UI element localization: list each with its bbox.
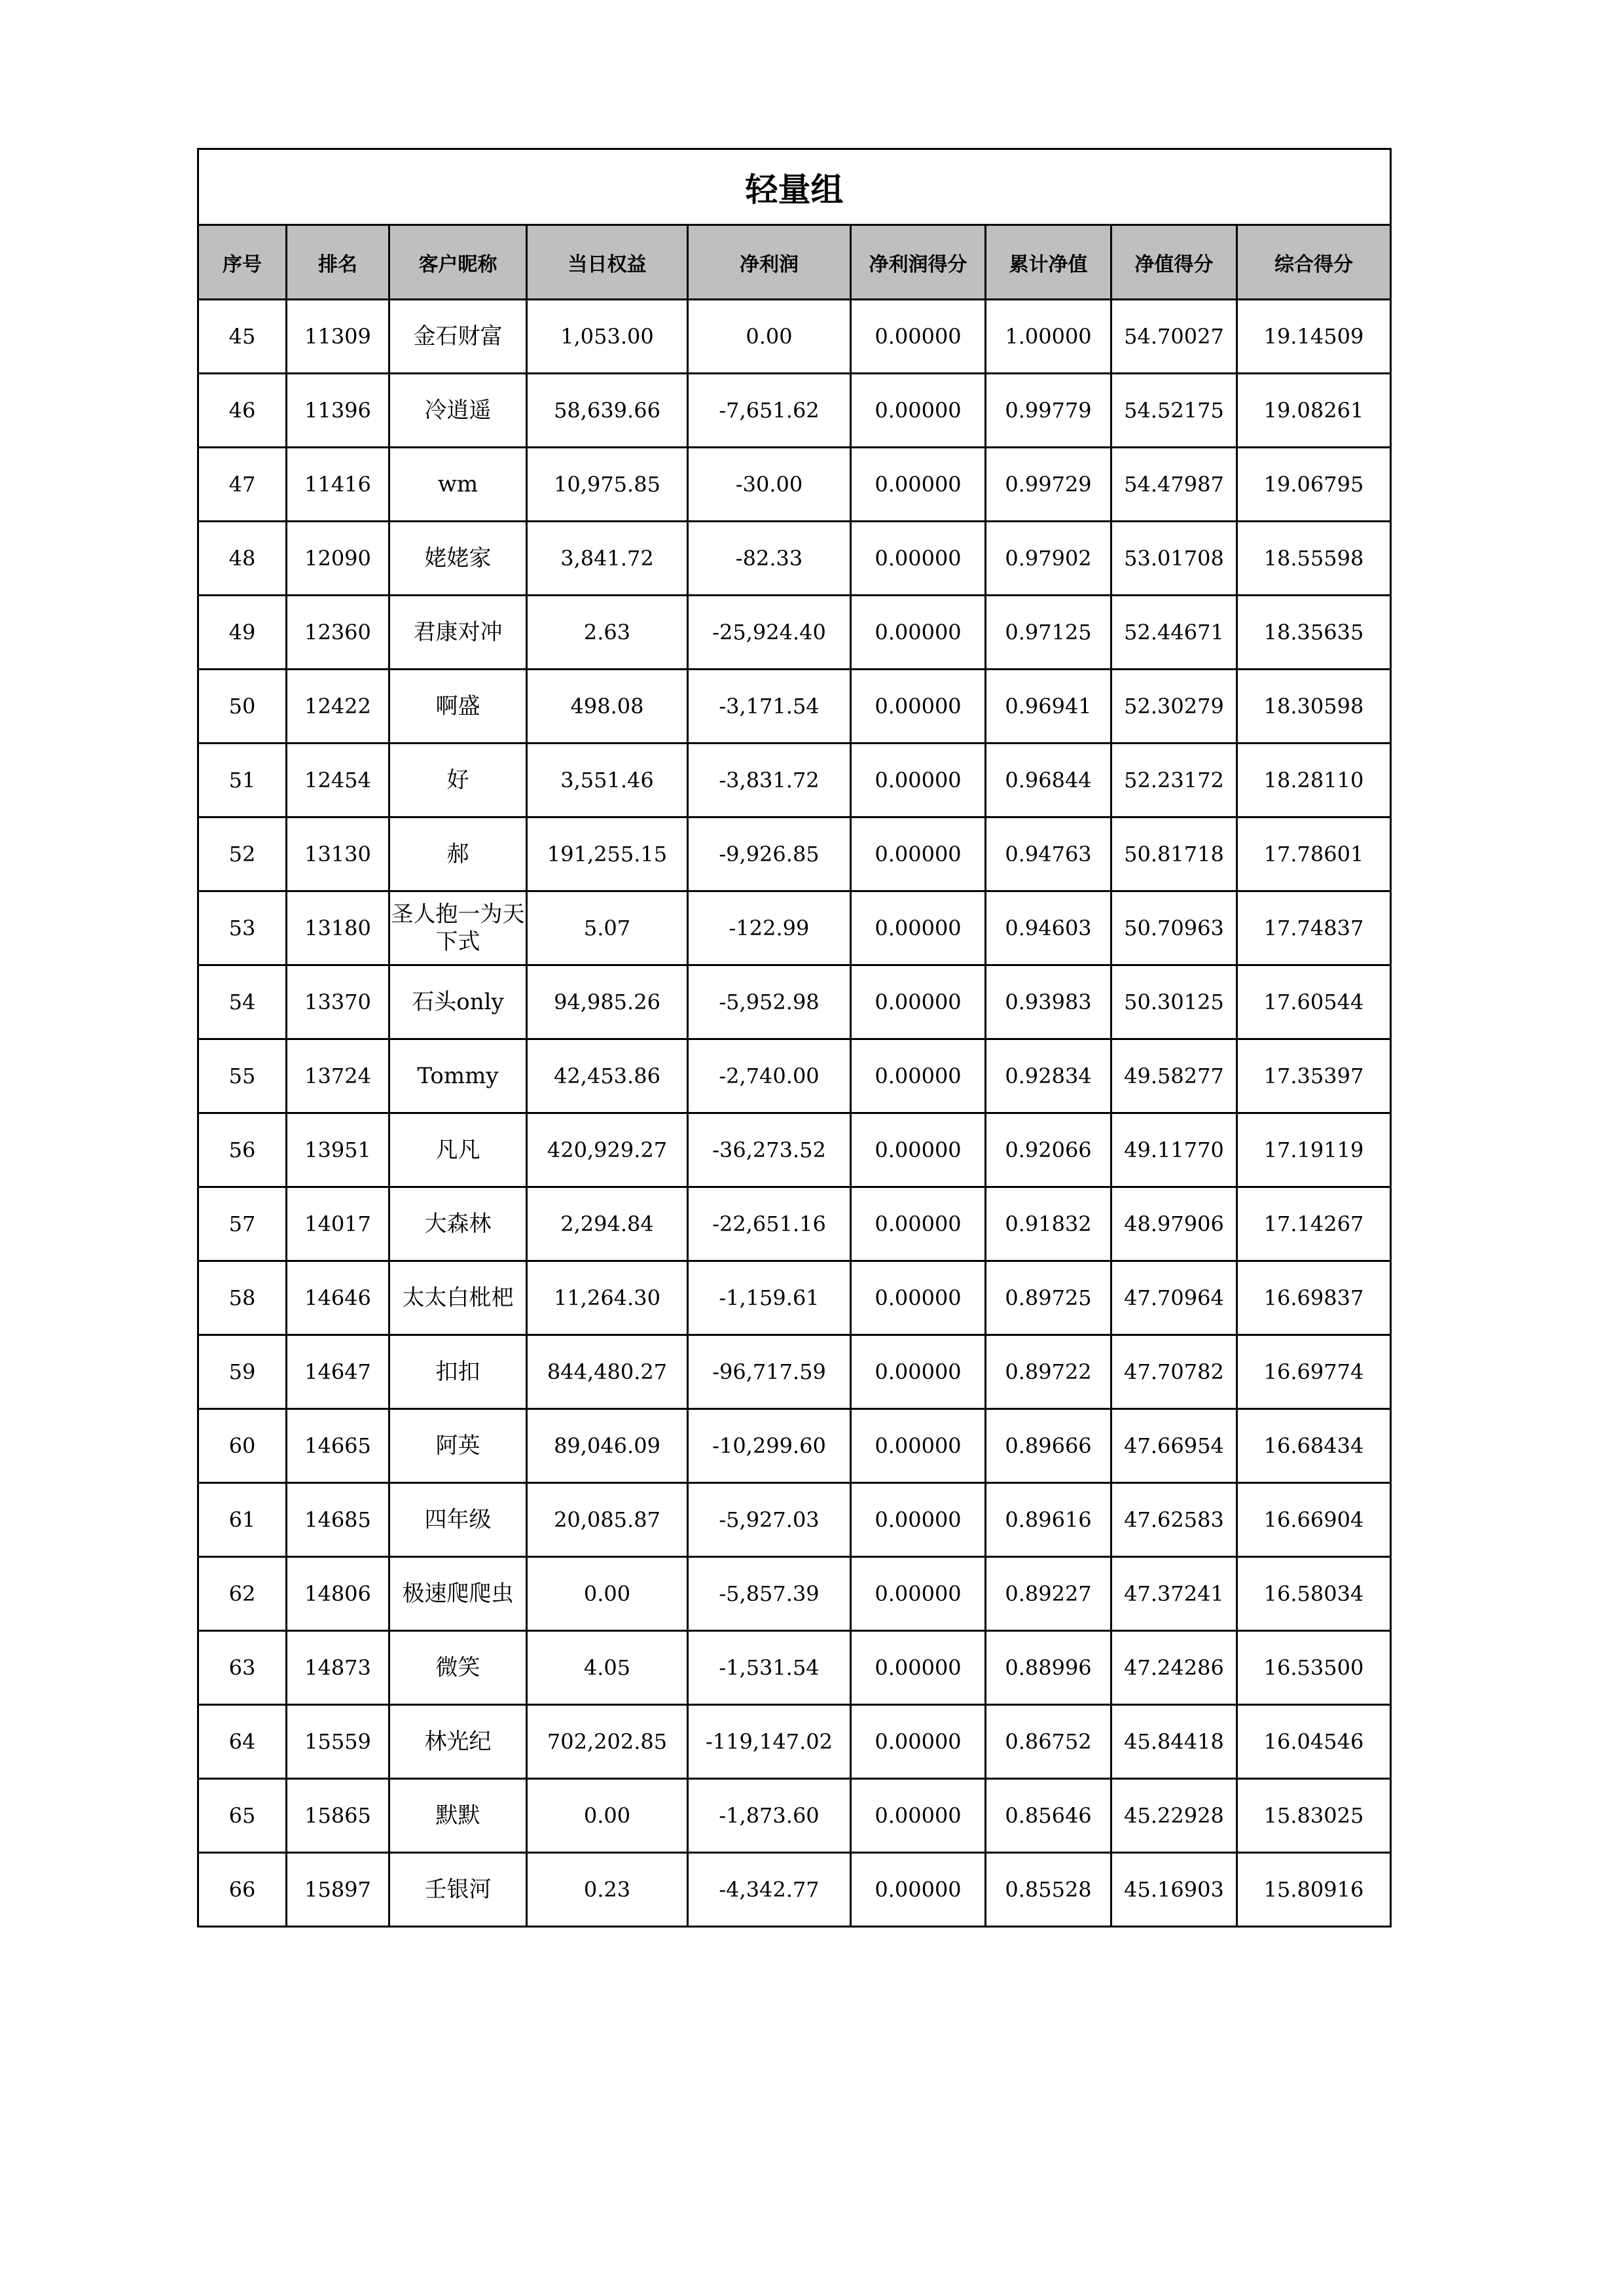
cell-net-profit: -1,873.60: [688, 1779, 851, 1853]
cell-nickname: 默默: [389, 1779, 527, 1853]
cell-cumulative-nav: 0.89725: [986, 1261, 1111, 1335]
cell-index: 65: [198, 1779, 287, 1853]
cell-rank: 13951: [287, 1113, 389, 1187]
cell-net-profit: -30.00: [688, 448, 851, 522]
ranking-table: [197, 148, 1392, 1928]
cell-net-profit: -122.99: [688, 891, 851, 965]
table-row: [198, 744, 1391, 817]
cell-net-profit: -82.33: [688, 522, 851, 596]
cell-nav-score: 50.30125: [1111, 965, 1237, 1039]
cell-rank: 14017: [287, 1187, 389, 1261]
cell-rank: 15559: [287, 1705, 389, 1779]
cell-nav-score: 54.47987: [1111, 448, 1237, 522]
cell-net-profit: -96,717.59: [688, 1335, 851, 1409]
cell-net-profit: -1,159.61: [688, 1261, 851, 1335]
cell-daily-equity: 94,985.26: [527, 965, 688, 1039]
cell-net-profit-score: 0.00000: [851, 448, 986, 522]
cell-index: 50: [198, 670, 287, 744]
cell-net-profit-score: 0.00000: [851, 1335, 986, 1409]
column-header-index: 序号: [198, 225, 287, 300]
cell-daily-equity: 3,551.46: [527, 744, 688, 817]
cell-total-score: 17.78601: [1237, 817, 1391, 891]
table-row: [198, 965, 1391, 1039]
column-header-net-profit-score: 净利润得分: [851, 225, 986, 300]
cell-cumulative-nav: 0.89722: [986, 1335, 1111, 1409]
cell-nav-score: 45.16903: [1111, 1853, 1237, 1927]
column-header-nav-score: 净值得分: [1111, 225, 1237, 300]
cell-index: 66: [198, 1853, 287, 1927]
cell-net-profit: -36,273.52: [688, 1113, 851, 1187]
cell-net-profit: -1,531.54: [688, 1631, 851, 1705]
table-row: [198, 1557, 1391, 1631]
cell-total-score: 16.66904: [1237, 1483, 1391, 1557]
cell-net-profit-score: 0.00000: [851, 965, 986, 1039]
cell-total-score: 17.14267: [1237, 1187, 1391, 1261]
cell-net-profit-score: 0.00000: [851, 1853, 986, 1927]
table-row: [198, 374, 1391, 448]
cell-daily-equity: 191,255.15: [527, 817, 688, 891]
column-header-net-profit: 净利润: [688, 225, 851, 300]
cell-total-score: 15.83025: [1237, 1779, 1391, 1853]
cell-net-profit-score: 0.00000: [851, 1187, 986, 1261]
cell-daily-equity: 2.63: [527, 596, 688, 670]
cell-cumulative-nav: 0.92834: [986, 1039, 1111, 1113]
cell-total-score: 18.55598: [1237, 522, 1391, 596]
table-title: 轻量组: [198, 149, 1391, 225]
cell-nickname: 太太白枇杷: [389, 1261, 527, 1335]
cell-index: 56: [198, 1113, 287, 1187]
column-header-total-score: 综合得分: [1237, 225, 1391, 300]
cell-index: 54: [198, 965, 287, 1039]
cell-daily-equity: 10,975.85: [527, 448, 688, 522]
cell-total-score: 19.08261: [1237, 374, 1391, 448]
cell-nickname: 壬银河: [389, 1853, 527, 1927]
cell-rank: 14806: [287, 1557, 389, 1631]
cell-rank: 14665: [287, 1409, 389, 1483]
cell-daily-equity: 3,841.72: [527, 522, 688, 596]
table-row: [198, 1039, 1391, 1113]
cell-nav-score: 50.70963: [1111, 891, 1237, 965]
cell-nav-score: 52.44671: [1111, 596, 1237, 670]
table-row: [198, 1187, 1391, 1261]
cell-cumulative-nav: 0.99729: [986, 448, 1111, 522]
table-row: [198, 1631, 1391, 1705]
cell-index: 55: [198, 1039, 287, 1113]
cell-net-profit-score: 0.00000: [851, 1779, 986, 1853]
cell-daily-equity: 4.05: [527, 1631, 688, 1705]
cell-rank: 14646: [287, 1261, 389, 1335]
cell-nav-score: 52.30279: [1111, 670, 1237, 744]
table-row: [198, 300, 1391, 374]
cell-total-score: 19.06795: [1237, 448, 1391, 522]
cell-nickname: 石头only: [389, 965, 527, 1039]
cell-nickname: 林光纪: [389, 1705, 527, 1779]
table-row: [198, 1853, 1391, 1927]
cell-nickname: 大森林: [389, 1187, 527, 1261]
cell-net-profit: -25,924.40: [688, 596, 851, 670]
cell-daily-equity: 58,639.66: [527, 374, 688, 448]
cell-nickname: 啊盛: [389, 670, 527, 744]
cell-nav-score: 49.11770: [1111, 1113, 1237, 1187]
cell-daily-equity: 844,480.27: [527, 1335, 688, 1409]
cell-total-score: 17.35397: [1237, 1039, 1391, 1113]
cell-index: 63: [198, 1631, 287, 1705]
cell-nav-score: 45.84418: [1111, 1705, 1237, 1779]
cell-index: 46: [198, 374, 287, 448]
cell-rank: 13724: [287, 1039, 389, 1113]
cell-nav-score: 48.97906: [1111, 1187, 1237, 1261]
cell-cumulative-nav: 0.89227: [986, 1557, 1111, 1631]
cell-total-score: 19.14509: [1237, 300, 1391, 374]
cell-cumulative-nav: 0.86752: [986, 1705, 1111, 1779]
table-row: [198, 1113, 1391, 1187]
cell-nav-score: 45.22928: [1111, 1779, 1237, 1853]
cell-net-profit-score: 0.00000: [851, 670, 986, 744]
cell-total-score: 15.80916: [1237, 1853, 1391, 1927]
cell-daily-equity: 0.00: [527, 1779, 688, 1853]
cell-net-profit-score: 0.00000: [851, 1261, 986, 1335]
table-row: [198, 1705, 1391, 1779]
cell-daily-equity: 89,046.09: [527, 1409, 688, 1483]
cell-net-profit-score: 0.00000: [851, 1409, 986, 1483]
cell-nav-score: 47.66954: [1111, 1409, 1237, 1483]
cell-net-profit: -22,651.16: [688, 1187, 851, 1261]
cell-total-score: 18.35635: [1237, 596, 1391, 670]
cell-daily-equity: 2,294.84: [527, 1187, 688, 1261]
cell-nickname: 郝: [389, 817, 527, 891]
table-row: [198, 596, 1391, 670]
table-row: [198, 1483, 1391, 1557]
cell-nickname: 君康对冲: [389, 596, 527, 670]
cell-index: 51: [198, 744, 287, 817]
cell-rank: 14647: [287, 1335, 389, 1409]
cell-cumulative-nav: 0.91832: [986, 1187, 1111, 1261]
cell-daily-equity: 11,264.30: [527, 1261, 688, 1335]
cell-net-profit-score: 0.00000: [851, 817, 986, 891]
cell-nickname: 姥姥家: [389, 522, 527, 596]
cell-daily-equity: 20,085.87: [527, 1483, 688, 1557]
cell-nav-score: 47.70964: [1111, 1261, 1237, 1335]
cell-cumulative-nav: 0.94603: [986, 891, 1111, 965]
table-body: [198, 300, 1391, 1927]
cell-nickname: 圣人抱一为天下式: [389, 891, 527, 965]
cell-rank: 11309: [287, 300, 389, 374]
table-row: [198, 891, 1391, 965]
cell-cumulative-nav: 0.92066: [986, 1113, 1111, 1187]
cell-cumulative-nav: 0.99779: [986, 374, 1111, 448]
cell-total-score: 18.28110: [1237, 744, 1391, 817]
cell-cumulative-nav: 0.93983: [986, 965, 1111, 1039]
cell-index: 47: [198, 448, 287, 522]
cell-nav-score: 47.70782: [1111, 1335, 1237, 1409]
cell-net-profit-score: 0.00000: [851, 1705, 986, 1779]
cell-net-profit-score: 0.00000: [851, 596, 986, 670]
cell-nickname: 四年级: [389, 1483, 527, 1557]
cell-nickname: 阿英: [389, 1409, 527, 1483]
cell-total-score: 16.53500: [1237, 1631, 1391, 1705]
cell-cumulative-nav: 0.96941: [986, 670, 1111, 744]
column-header-daily-equity: 当日权益: [527, 225, 688, 300]
cell-cumulative-nav: 0.96844: [986, 744, 1111, 817]
cell-nickname: 冷逍遥: [389, 374, 527, 448]
table-row: [198, 1261, 1391, 1335]
cell-nickname: 微笑: [389, 1631, 527, 1705]
title-row: [198, 149, 1391, 225]
cell-net-profit: -7,651.62: [688, 374, 851, 448]
cell-net-profit: -5,952.98: [688, 965, 851, 1039]
cell-rank: 12454: [287, 744, 389, 817]
cell-net-profit-score: 0.00000: [851, 1113, 986, 1187]
cell-net-profit: -10,299.60: [688, 1409, 851, 1483]
cell-rank: 13370: [287, 965, 389, 1039]
cell-total-score: 18.30598: [1237, 670, 1391, 744]
cell-index: 57: [198, 1187, 287, 1261]
cell-nickname: Tommy: [389, 1039, 527, 1113]
cell-daily-equity: 1,053.00: [527, 300, 688, 374]
cell-rank: 14873: [287, 1631, 389, 1705]
cell-daily-equity: 702,202.85: [527, 1705, 688, 1779]
cell-nav-score: 47.62583: [1111, 1483, 1237, 1557]
cell-total-score: 16.58034: [1237, 1557, 1391, 1631]
cell-index: 53: [198, 891, 287, 965]
cell-nav-score: 54.52175: [1111, 374, 1237, 448]
cell-nickname: 扣扣: [389, 1335, 527, 1409]
cell-nav-score: 47.37241: [1111, 1557, 1237, 1631]
cell-net-profit: 0.00: [688, 300, 851, 374]
table-row: [198, 817, 1391, 891]
table-row: [198, 1335, 1391, 1409]
cell-net-profit-score: 0.00000: [851, 522, 986, 596]
table-row: [198, 522, 1391, 596]
cell-net-profit: -119,147.02: [688, 1705, 851, 1779]
cell-net-profit-score: 0.00000: [851, 891, 986, 965]
cell-index: 52: [198, 817, 287, 891]
table-row: [198, 1409, 1391, 1483]
cell-net-profit-score: 0.00000: [851, 374, 986, 448]
cell-net-profit: -2,740.00: [688, 1039, 851, 1113]
cell-total-score: 17.74837: [1237, 891, 1391, 965]
cell-rank: 13130: [287, 817, 389, 891]
ranking-sheet: [197, 148, 1390, 1928]
cell-net-profit: -5,857.39: [688, 1557, 851, 1631]
cell-net-profit: -4,342.77: [688, 1853, 851, 1927]
cell-cumulative-nav: 0.89666: [986, 1409, 1111, 1483]
cell-cumulative-nav: 0.94763: [986, 817, 1111, 891]
cell-daily-equity: 5.07: [527, 891, 688, 965]
cell-net-profit-score: 0.00000: [851, 1557, 986, 1631]
cell-nav-score: 49.58277: [1111, 1039, 1237, 1113]
cell-nickname: 金石财富: [389, 300, 527, 374]
cell-cumulative-nav: 1.00000: [986, 300, 1111, 374]
cell-nav-score: 47.24286: [1111, 1631, 1237, 1705]
cell-rank: 15897: [287, 1853, 389, 1927]
cell-nickname: 极速爬爬虫: [389, 1557, 527, 1631]
cell-index: 59: [198, 1335, 287, 1409]
cell-daily-equity: 0.23: [527, 1853, 688, 1927]
cell-index: 64: [198, 1705, 287, 1779]
column-header-cumulative-nav: 累计净值: [986, 225, 1111, 300]
cell-daily-equity: 420,929.27: [527, 1113, 688, 1187]
cell-cumulative-nav: 0.85528: [986, 1853, 1111, 1927]
cell-daily-equity: 0.00: [527, 1557, 688, 1631]
cell-net-profit-score: 0.00000: [851, 744, 986, 817]
cell-total-score: 17.60544: [1237, 965, 1391, 1039]
cell-nav-score: 53.01708: [1111, 522, 1237, 596]
cell-nickname: 凡凡: [389, 1113, 527, 1187]
table-row: [198, 670, 1391, 744]
cell-nav-score: 52.23172: [1111, 744, 1237, 817]
cell-net-profit: -9,926.85: [688, 817, 851, 891]
cell-nickname: 好: [389, 744, 527, 817]
column-header-nickname: 客户昵称: [389, 225, 527, 300]
cell-index: 58: [198, 1261, 287, 1335]
table-row: [198, 448, 1391, 522]
cell-rank: 15865: [287, 1779, 389, 1853]
cell-rank: 13180: [287, 891, 389, 965]
cell-net-profit: -5,927.03: [688, 1483, 851, 1557]
table-row: [198, 1779, 1391, 1853]
cell-nickname: wm: [389, 448, 527, 522]
cell-total-score: 16.69837: [1237, 1261, 1391, 1335]
cell-rank: 12360: [287, 596, 389, 670]
cell-nav-score: 50.81718: [1111, 817, 1237, 891]
cell-net-profit-score: 0.00000: [851, 1631, 986, 1705]
cell-total-score: 16.69774: [1237, 1335, 1391, 1409]
cell-nav-score: 54.70027: [1111, 300, 1237, 374]
cell-index: 60: [198, 1409, 287, 1483]
cell-index: 61: [198, 1483, 287, 1557]
cell-cumulative-nav: 0.97125: [986, 596, 1111, 670]
cell-rank: 11416: [287, 448, 389, 522]
cell-net-profit: -3,171.54: [688, 670, 851, 744]
cell-total-score: 16.68434: [1237, 1409, 1391, 1483]
cell-rank: 12090: [287, 522, 389, 596]
cell-rank: 12422: [287, 670, 389, 744]
cell-total-score: 17.19119: [1237, 1113, 1391, 1187]
cell-rank: 11396: [287, 374, 389, 448]
header-row: [198, 225, 1391, 300]
cell-cumulative-nav: 0.88996: [986, 1631, 1111, 1705]
cell-cumulative-nav: 0.85646: [986, 1779, 1111, 1853]
cell-index: 45: [198, 300, 287, 374]
cell-net-profit: -3,831.72: [688, 744, 851, 817]
cell-total-score: 16.04546: [1237, 1705, 1391, 1779]
cell-net-profit-score: 0.00000: [851, 1483, 986, 1557]
cell-index: 48: [198, 522, 287, 596]
cell-rank: 14685: [287, 1483, 389, 1557]
column-header-rank: 排名: [287, 225, 389, 300]
cell-net-profit-score: 0.00000: [851, 1039, 986, 1113]
cell-daily-equity: 498.08: [527, 670, 688, 744]
cell-index: 62: [198, 1557, 287, 1631]
cell-index: 49: [198, 596, 287, 670]
cell-daily-equity: 42,453.86: [527, 1039, 688, 1113]
cell-cumulative-nav: 0.97902: [986, 522, 1111, 596]
cell-cumulative-nav: 0.89616: [986, 1483, 1111, 1557]
cell-net-profit-score: 0.00000: [851, 300, 986, 374]
